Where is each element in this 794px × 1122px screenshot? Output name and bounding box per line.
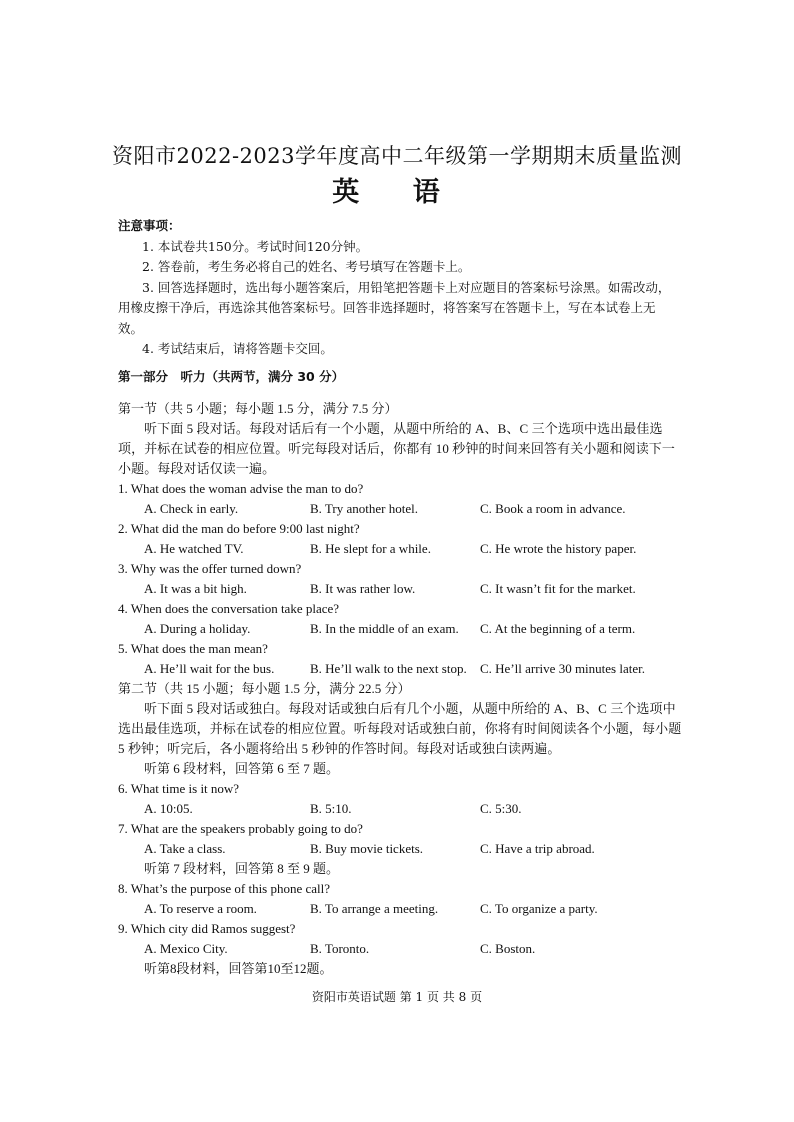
question-options (118, 899, 684, 919)
question-options (118, 539, 684, 559)
section2-heading: 第二节（共 15 小题；每小题 1.5 分，满分 22.5 分） (118, 681, 411, 696)
option-c: C. He wrote the history paper. (480, 541, 637, 556)
option-b: B. In the middle of an exam. (310, 621, 459, 636)
option-b: B. He slept for a while. (310, 541, 431, 556)
option-a: A. During a holiday. (144, 621, 251, 636)
option-b: B. Try another hotel. (310, 501, 418, 516)
option-c: C. Have a trip abroad. (480, 841, 595, 856)
option-a: A. He watched TV. (144, 541, 244, 556)
question-stem: 2. What did the man do before 9:00 last night? (118, 521, 360, 536)
exam-title: 资阳市2022-2023学年度高中二年级第一学期期末质量监测 (112, 144, 682, 168)
option-c: C. 5:30. (480, 801, 522, 816)
option-b: B. To arrange a meeting. (310, 901, 439, 916)
option-a: A. He’ll wait for the bus. (144, 661, 275, 676)
notice-item: 1. 本试卷共150分。考试时间120分钟。 (142, 238, 369, 254)
section1-instruction: 听下面 5 段对话。每段对话后有一个小题，从题中所给的 A、B、C 三个选项中选出最佳选项，并标在试卷的相应位置。听完每段对话后，你都有 10 秒钟的时间来回答有关小题和阅读下一小题。每段对话仅读一遍。 (118, 421, 676, 476)
page-footer: 资阳市英语试题 第 1 页 共 8 页 (311, 990, 483, 1004)
option-b: B. It was rather low. (310, 581, 416, 596)
question-options (118, 619, 684, 639)
option-c: C. Book a room in advance. (480, 501, 626, 516)
option-a: A. Check in early. (144, 501, 239, 516)
option-a: A. It was a bit high. (144, 581, 247, 596)
question-options (118, 499, 684, 519)
material-note: 听第 6 段材料，回答第 6 至 7 题。 (144, 761, 340, 776)
notice-item: 2. 答卷前，考生务必将自己的姓名、考号填写在答题卡上。 (142, 259, 471, 274)
question-stem: 8. What’s the purpose of this phone call? (118, 881, 331, 896)
option-a: A. 10:05. (144, 801, 193, 816)
part1-heading: 第一部分 听力（共两节，满分 30 分） (118, 369, 345, 384)
listening-section (118, 399, 684, 979)
question-options (118, 839, 684, 859)
option-c: C. To organize a party. (480, 901, 598, 916)
material-note: 听第8段材料，回答第10至12题。 (144, 961, 333, 976)
notice-item: 4. 考试结束后，请将答题卡交回。 (142, 341, 333, 356)
notice-item: 3. 回答选择题时，选出每小题答案后，用铅笔把答题卡上对应题目的答案标号涂黑。如需改动，用橡皮擦干净后，再选涂其他答案标号。回答非选择题时，将答案写在答题卡上，写在本试卷上无效。 (118, 279, 671, 336)
subject-title: 英 语 (332, 177, 462, 208)
question-stem: 4. When does the conversation take place? (118, 601, 340, 616)
notice-heading: 注意事项： (118, 218, 181, 233)
notice-section (118, 216, 680, 360)
option-b: B. Toronto. (310, 941, 370, 956)
question-stem: 6. What time is it now? (118, 781, 240, 796)
option-c: C. It wasn’t fit for the market. (480, 581, 636, 596)
option-a: A. Mexico City. (144, 941, 228, 956)
option-a: A. Take a class. (144, 841, 226, 856)
section1-heading: 第一节（共 5 小题；每小题 1.5 分，满分 7.5 分） (118, 401, 398, 416)
option-b: B. He’ll walk to the next stop. (310, 661, 467, 676)
question-stem: 9. Which city did Ramos suggest? (118, 921, 296, 936)
option-b: B. 5:10. (310, 801, 352, 816)
question-options (118, 939, 684, 959)
option-c: C. At the beginning of a term. (480, 621, 636, 636)
question-stem: 7. What are the speakers probably going to do? (118, 821, 363, 836)
question-stem: 5. What does the man mean? (118, 641, 268, 656)
option-a: A. To reserve a room. (144, 901, 257, 916)
question-options (118, 579, 684, 599)
question-options (118, 659, 684, 679)
material-note: 听第 7 段材料，回答第 8 至 9 题。 (144, 861, 340, 876)
option-b: B. Buy movie tickets. (310, 841, 424, 856)
question-stem: 3. Why was the offer turned down? (118, 561, 302, 576)
question-stem: 1. What does the woman advise the man to do? (118, 481, 364, 496)
section2-instruction: 听下面 5 段对话或独白。每段对话或独白后有几个小题，从题中所给的 A、B、C 三个选项中选出最佳选项，并标在试卷的相应位置。听每段对话或独白前，你将有时间阅读各个小题，每小题 5 秒钟；听完后，各小题将给出 5 秒钟的作答时间。每段对话或独白读两遍。 (118, 701, 682, 756)
option-c: C. Boston. (480, 941, 536, 956)
question-options (118, 799, 684, 819)
option-c: C. He’ll arrive 30 minutes later. (480, 661, 645, 676)
